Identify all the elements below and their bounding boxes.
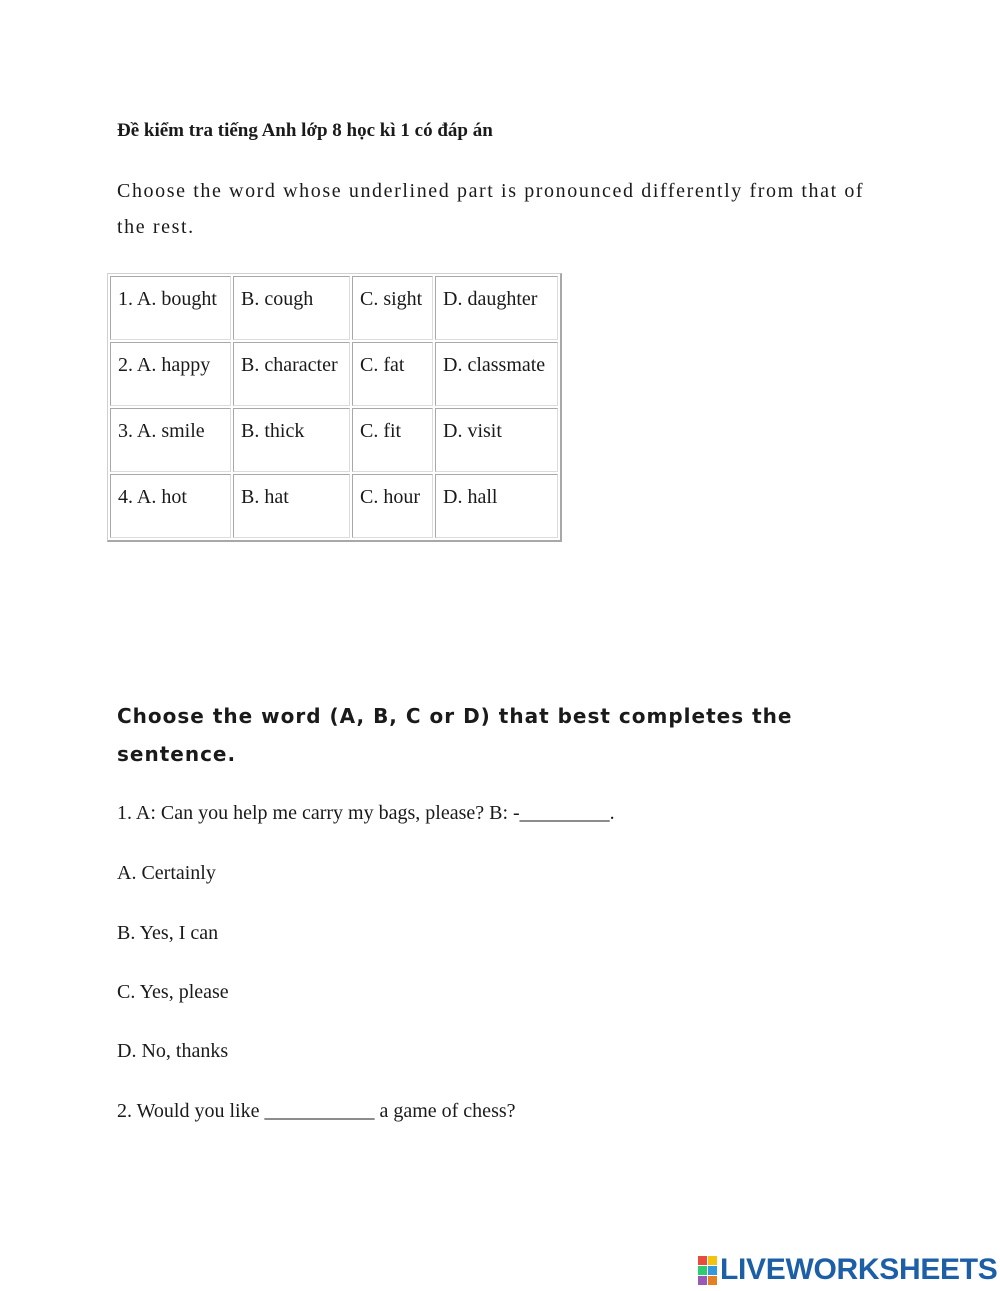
table-cell: B. character <box>233 342 350 406</box>
table-cell: 4. A. hot <box>110 474 231 538</box>
logo-block <box>698 1266 707 1275</box>
logo-block <box>698 1276 707 1285</box>
table-cell: 3. A. smile <box>110 408 231 472</box>
table-cell: D. hall <box>435 474 558 538</box>
pronunciation-instruction: Choose the word whose underlined part is pronounced differently from that of the rest. <box>117 180 865 238</box>
table-cell: B. cough <box>233 276 350 340</box>
worksheet-title: Đề kiểm tra tiếng Anh lớp 8 học kì 1 có đáp án <box>117 120 493 141</box>
question-1: 1. A: Can you help me carry my bags, please? B: -_________. <box>117 802 615 824</box>
table-row <box>110 408 558 472</box>
table-cell: C. fit <box>352 408 433 472</box>
logo-blocks-icon <box>698 1256 717 1285</box>
table-row <box>110 474 558 538</box>
question-2: 2. Would you like ___________ a game of chess? <box>117 1100 516 1122</box>
logo-text: LIVEWORKSHEETS <box>720 1253 998 1286</box>
table-cell: C. fat <box>352 342 433 406</box>
table-cell: D. daughter <box>435 276 558 340</box>
question-1-option-a: A. Certainly <box>117 862 216 884</box>
table-row <box>110 276 558 340</box>
pronunciation-table <box>107 273 562 542</box>
logo-block <box>708 1266 717 1275</box>
table-cell: C. sight <box>352 276 433 340</box>
liveworksheets-logo <box>698 1254 998 1286</box>
logo-block <box>698 1256 707 1265</box>
table-cell: D. classmate <box>435 342 558 406</box>
table-row <box>110 342 558 406</box>
table-cell: 1. A. bought <box>110 276 231 340</box>
question-1-option-b: B. Yes, I can <box>117 922 219 944</box>
table-cell: 2. A. happy <box>110 342 231 406</box>
table-cell: B. thick <box>233 408 350 472</box>
table-cell: B. hat <box>233 474 350 538</box>
logo-block <box>708 1256 717 1265</box>
table-cell: D. visit <box>435 408 558 472</box>
section-heading: Choose the word (A, B, C or D) that best completes the sentence. <box>117 704 793 766</box>
question-1-option-c: C. Yes, please <box>117 981 229 1003</box>
logo-block <box>708 1276 717 1285</box>
table-cell: C. hour <box>352 474 433 538</box>
question-1-option-d: D. No, thanks <box>117 1040 229 1062</box>
